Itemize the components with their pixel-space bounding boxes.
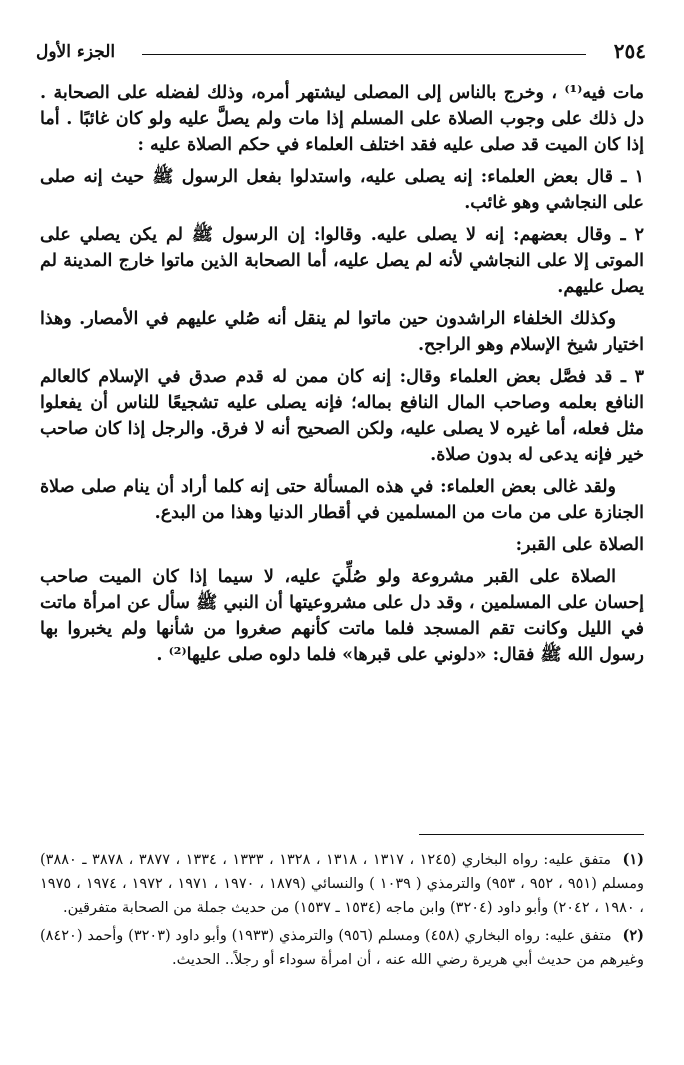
page-number: ٢٥٤: [613, 39, 646, 63]
paragraph-opinion-1: ١ ـ قال بعض العلماء: إنه يصلى عليه، واستدلوا بفعل الرسول ﷺ حيث إنه صلى على النجاشي وهو غائب.: [40, 167, 644, 213]
footnote-2: [40, 924, 644, 972]
paragraph-grave-prayer: الصلاة على القبر مشروعة ولو صُلِّيَ عليه، لا سيما إذا كان الميت صاحب إحسان على المسلمين ، وقد دل على مشروعيتها أن النبي ﷺ سأل عن امرأة ماتت في الليل وكانت تقم المسجد فلما ماتت كأنهم صغروا من شأنها ولم يخبروا بها رسول الله ﷺ فقال: «دلوني على قبرها» فلما دلوه صلى عليها⁽²⁾ .: [40, 567, 644, 665]
part-title: الجزء الأول: [36, 42, 116, 62]
footnote-separator: [419, 834, 644, 835]
paragraph-intro: مات فيه⁽¹⁾ ، وخرج بالناس إلى المصلى ليشتهر أمره، وذلك لفضله على الصحابة . دل ذلك على وجوب الصلاة على المسلم إذا مات ولم يصلَّ عليه ولو كان غائبًا . أما إذا كان الميت قد صلى عليه فقد اختلف العلماء في حكم الصلاة عليه :: [40, 83, 645, 155]
footnote-text: متفق عليه: رواه البخاري (٤٥٨) ومسلم (٩٥٦) والترمذي (١٩٣٣) وأبو داود (٣٢٠٣) وأحمد (٨٤٢٠) وغيرهم من حديث أبي هريرة رضي الله عنه ، أن امرأة سوداء أو رجلاً.. الحديث.: [40, 928, 644, 968]
paragraph-exaggeration: ولقد غالى بعض العلماء: في هذه المسألة حتى إنه كلما أراد أن ينام صلى صلاة الجنازة على من مات من المسلمين في أقطار الدنيا وهذا من البدع.: [40, 477, 644, 523]
main-text: [40, 80, 644, 674]
page-header: [30, 38, 654, 68]
paragraph-caliphs: وكذلك الخلفاء الراشدون حين ماتوا لم ينقل أنه صُلي عليهم في الأمصار. وهذا اختيار شيخ الإسلام وهو الراجح.: [40, 309, 644, 355]
header-rule: [142, 54, 586, 55]
footnote-number: (١): [622, 851, 644, 868]
footnote-number: (٢): [622, 927, 645, 944]
footnote-1: [40, 848, 644, 920]
footnotes: [40, 848, 644, 976]
section-heading-grave-prayer: الصلاة على القبر:: [515, 535, 644, 555]
paragraph-opinion-3: ٣ ـ قد فصَّل بعض العلماء وقال: إنه كان ممن له قدم صدق في الإسلام كالعالم النافع بعلمه وصاحب المال النافع بماله؛ فإنه يصلى عليه تشجيعًا للناس أن يفعلوا مثل فعله، أما غيره لا يصلى عليه، ولكن الصحيح أنه لا فرق. والرجل إذا كان صاحب خير فإنه يدعى له بدون صلاة.: [40, 367, 644, 465]
footnote-text: متفق عليه: رواه البخاري (١٢٤٥ ، ١٣١٧ ، ١٣١٨ ، ١٣٢٨ ، ١٣٣٣ ، ١٣٣٤ ، ٣٨٧٧ ، ٣٨٧٨ ـ ٣٨٨٠) ومسلم (٩٥١ ، ٩٥٢ ، ٩٥٣) والترمذي ( ١٠٣٩ ) والنسائي (١٨٧٩ ، ١٩٧٠ ، ١٩٧١ ، ١٩٧٢ ، ١٩٧٤ ، ١٩٧٥ ، ١٩٨٠ ، ٢٠٤٢) وأبو داود (٣٢٠٤) وابن ماجه (١٥٣٤ ـ ١٥٣٧) من حديث جملة من الصحابة متفرقين.: [40, 852, 645, 916]
paragraph-opinion-2: ٢ ـ وقال بعضهم: إنه لا يصلى عليه. وقالوا: إن الرسول ﷺ لم يكن يصلي على الموتى إلا على النجاشي لأنه لم يصل عليه، أما الصحابة الذين ماتوا خارج المدينة لم يصل عليهم.: [40, 225, 644, 297]
